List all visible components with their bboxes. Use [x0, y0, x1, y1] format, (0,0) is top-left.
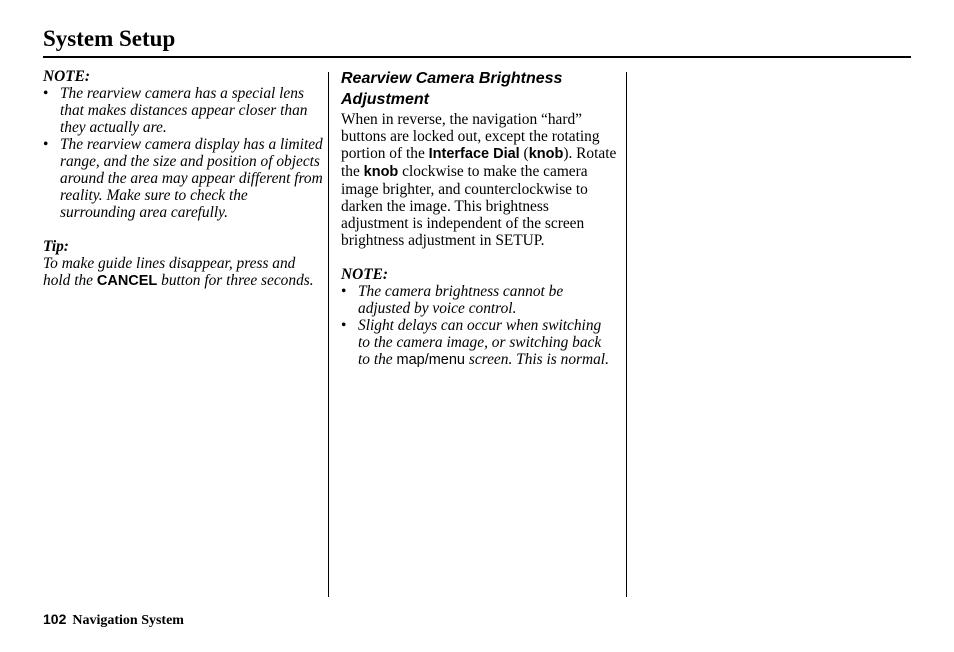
page-footer	[43, 611, 184, 629]
map-menu-label: map/menu	[396, 352, 465, 368]
middle-note-bullet-1-text: The camera brightness cannot be adjusted by voice control.	[358, 283, 564, 317]
tip-title: Tip:	[43, 238, 69, 255]
left-note-bullet-2	[43, 136, 323, 221]
left-note-bullet-2-text: The rearview camera display has a limited range, and the size and position of objects around the area may appear different from reality. Make sure to check the surrounding area carefully.	[60, 136, 323, 221]
knob-label-2: knob	[363, 164, 399, 180]
left-note-title: NOTE:	[43, 68, 91, 85]
page-number: 102	[43, 611, 67, 627]
header-rule	[43, 56, 911, 58]
tip-text-before: To make guide lines disappear, press and hold the	[43, 255, 296, 289]
column-divider-1	[328, 72, 329, 597]
middle-note-bullet-2-text-before: Slight delays can occur when switching to the camera image, or switching back to the	[358, 317, 602, 368]
paragraph-text-1: When in reverse, the navigation “hard” buttons are locked out, except the rotating portion of the	[341, 111, 600, 162]
left-column	[43, 68, 323, 290]
interface-dial-label: Interface Dial	[428, 146, 520, 162]
bullet-marker: •	[341, 317, 347, 334]
knob-label-1: knob	[528, 146, 564, 162]
middle-note-bullet-1	[341, 283, 617, 317]
section-heading: Rearview Camera Brightness Adjustment	[341, 70, 563, 108]
paragraph-paren: (	[519, 145, 529, 162]
tip-text	[43, 255, 323, 290]
brightness-paragraph	[341, 111, 617, 249]
footer-label: Navigation System	[72, 613, 184, 628]
left-note-bullet-1-text: The rearview camera has a special lens that makes distances appear closer than they actually are.	[60, 85, 308, 136]
paragraph-text-2: ). Rotate the	[341, 145, 617, 180]
middle-note-bullet-2-text-after: screen. This is normal.	[465, 351, 609, 368]
left-note-bullet-1	[43, 85, 323, 136]
middle-note-list	[341, 283, 617, 369]
tip-text-after: button for three seconds.	[157, 272, 314, 289]
paragraph-text-3: clockwise to make the camera image brighter, and counterclockwise to darken the image. This brightness adjustment is independent of the screen brightness adjustment in SETUP.	[341, 163, 588, 249]
bullet-marker: •	[43, 136, 49, 153]
column-divider-2	[626, 72, 627, 597]
page-title: System Setup	[43, 26, 176, 51]
bullet-marker: •	[341, 283, 347, 300]
bullet-marker: •	[43, 85, 49, 102]
middle-column	[341, 68, 617, 369]
cancel-button-label: CANCEL	[96, 273, 158, 289]
middle-note-bullet-2	[341, 317, 617, 369]
middle-note-title: NOTE:	[341, 266, 389, 283]
left-note-list	[43, 85, 323, 221]
